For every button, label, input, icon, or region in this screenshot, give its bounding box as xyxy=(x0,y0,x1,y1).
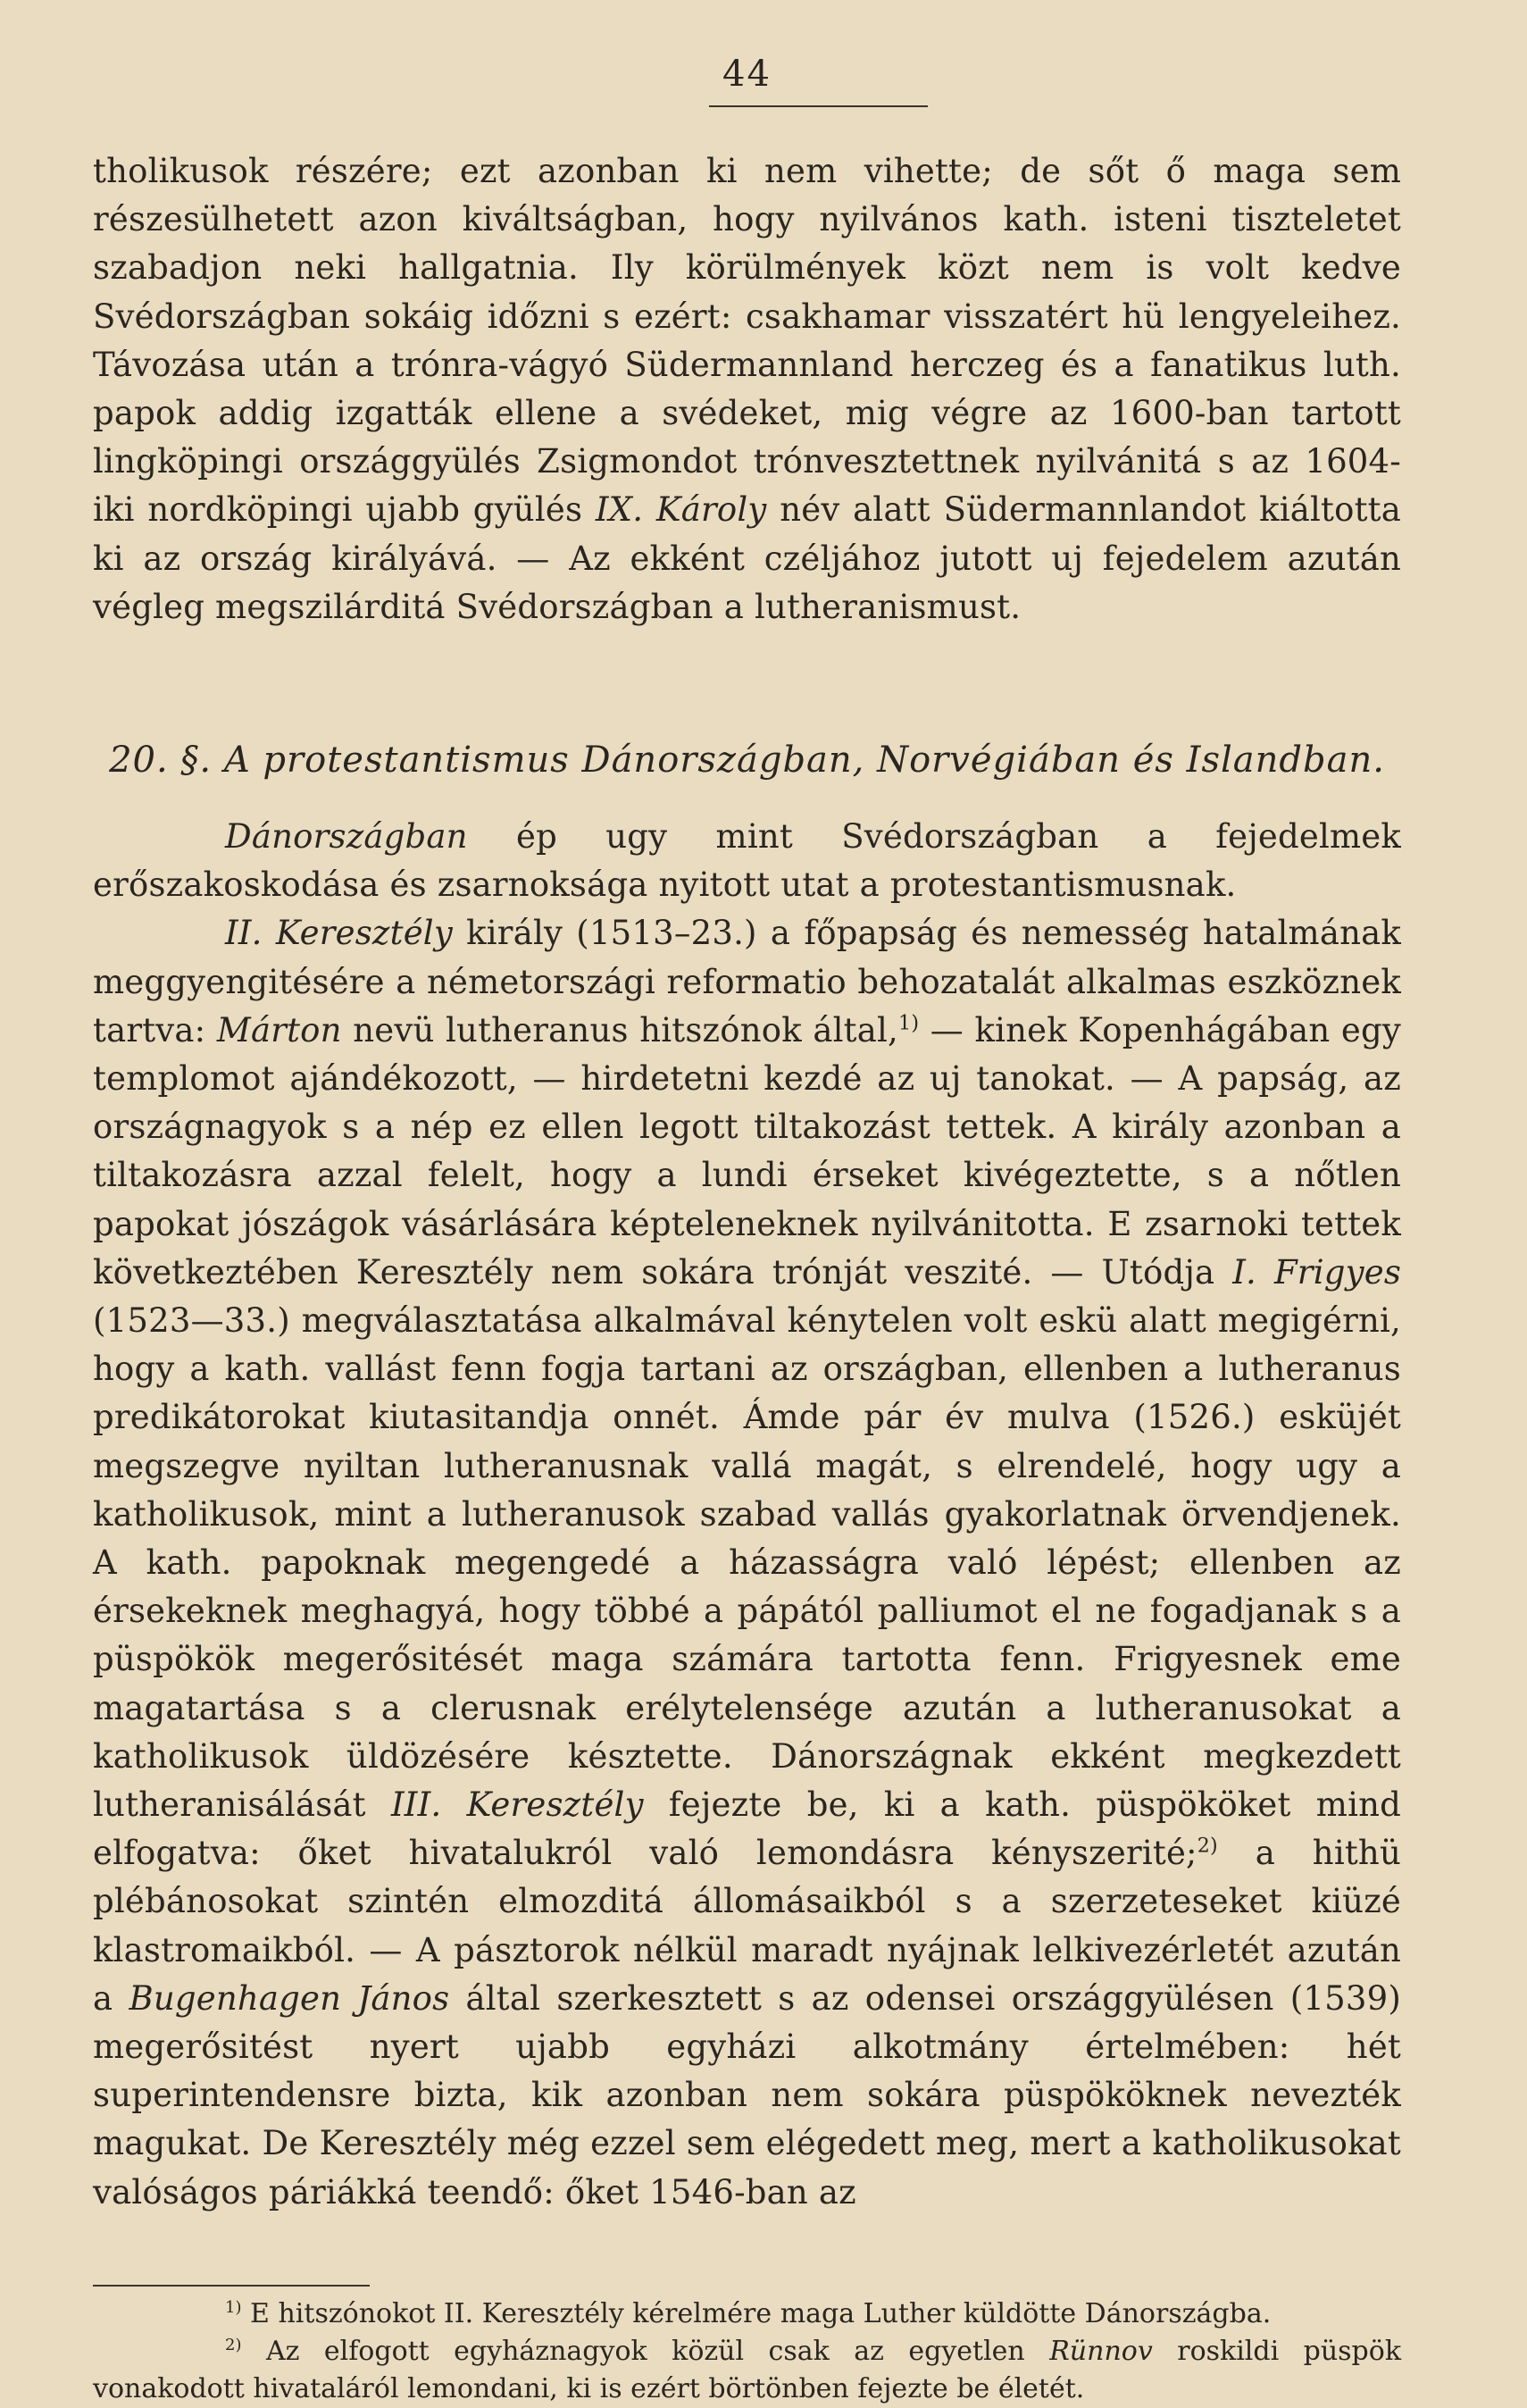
roman-numeral-iii: III. xyxy=(390,1785,442,1825)
paragraph-continuation xyxy=(93,147,1401,631)
lead-word: Dánországban xyxy=(225,817,468,856)
footnote-2 xyxy=(93,2333,1401,2408)
name-frigyes: Frigyes xyxy=(1273,1252,1402,1292)
book-page xyxy=(93,45,1402,2404)
roman-numeral-ii: II. xyxy=(225,914,263,953)
name-keresztely-iii: Keresztély xyxy=(466,1785,644,1825)
name-bugenhagen: Bugenhagen János xyxy=(129,1978,450,2018)
paragraph-1-text: tholikusok részére; ezt azonban ki nem vihette; de sőt ő maga sem részesülhetett azon kiváltságban, hogy nyilvános kath. isteni tiszteletet szabadjon neki hallgatnia. Ily körülmények közt nem is volt kedve Svédországban sokáig időzni s ezért: csakhamar visszatért hü lengyeleihez. Távozása után a trónra-vágyó Südermannland herczeg és a fanatikus luth. papok addig izgatták ellene a svédeket, mig végre az 1600-ban tartott lingköpingi országgyülés Zsigmondot trónvesztettnek nyilvánitá s az 1604-iki nordköpingi ujabb gyülés xyxy=(93,152,1401,530)
footnote-2-mark: 2) xyxy=(225,2336,242,2354)
paragraph-3-part-g: által szerkesztett s az odensei országgyülésen (1539) megerősitést nyert ujabb egyházi alkotmány értelmében: hét superintendensre bizta, kik azonban nem sokára püspököknek nevezték magukat. De Keresztély még ezzel sem elégedett meg, mert a katholikusokat valóságos páriákká teendő: őket 1546-ban az xyxy=(93,1978,1401,2212)
paragraph-3-part-d: (1523—33.) megválasztatása alkalmával kénytelen volt eskü alatt megigérni, hogy a kath. vallást fenn fogja tartani az országban, ellenben a lutheranus predikátorokat kiutasitandja onnét. Ámde pár év mulva (1526.) esküjét megszegve nyiltan lutheranusnak vallá magát, s elrendelé, hogy ugy a katholikusok, mint a lutheranusok szabad vallás gyakorlatnak örvendjenek. A kath. papoknak megengedé a házasságra való lépést; ellenben az érsekeknek meghagyá, hogy többé a pápától palliumot el ne fogadjanak s a püspökök megerősitését maga számára tartotta fenn. Frigyesnek eme magatartása s a clerusnak erélytelensége azután a lutheranusokat a katholikusok üldözésére késztette. Dánországnak ekként megkezdett lutheranisálását xyxy=(93,1301,1401,1825)
footnote-1-text: E hitszónokot II. Keresztély kérelmére maga Luther küldötte Dánországba. xyxy=(250,2298,1272,2329)
footnote-1 xyxy=(93,2295,1401,2333)
paragraph-3-part-a: király (1513–23.) a főpapság és nemesség hatalmának meggyengitésére a németországi reformatio behozatalát alkalmas eszköznek tartva: xyxy=(93,914,1401,1049)
paragraph-3 xyxy=(93,909,1401,2216)
name-keresztely: Keresztély xyxy=(275,914,453,953)
paragraph-2 xyxy=(93,813,1401,909)
section-heading: 20. §. A protestantismus Dánországban, Norvégiában és Islandban. xyxy=(109,740,1385,781)
name-karoly: Károly xyxy=(655,490,767,530)
paragraph-3-part-c: — kinek Kopenhágában egy templomot ajándékozott, — hirdetetni kezdé az uj tanokat. — A papság, az országnagyok s a nép ez ellen legott tiltakozást tettek. A király azonban a tiltakozásra azzal felelt, hogy a lundi érseket kivégeztette, s a nőtlen papokat jószágok vásárlására képteleneknek nyilvánitotta. E zsarnoki tettek következtében Keresztély nem sokára trónját veszité. — Utódja xyxy=(93,1010,1401,1292)
paragraph-3-part-e: fejezte be, ki a kath. püspököket mind elfogatva: őket hivatalukról való lemondásra kényszerité; xyxy=(93,1785,1402,1873)
footnote-ref-2[interactable]: 2) xyxy=(1197,1834,1218,1858)
paragraph-1 xyxy=(93,147,1401,631)
footnote-1-mark: 1) xyxy=(225,2298,242,2317)
roman-numeral: IX. xyxy=(595,490,644,530)
page-number: 44 xyxy=(722,54,772,95)
footnote-2-text-b: roskildi püspök vonakodott hivataláról lemondani, ki is ezért börtönben fejezte be életét. xyxy=(93,2336,1402,2404)
paragraph-3-part-b: nevü lutheranus hitszónok által, xyxy=(353,1010,898,1049)
header-rule xyxy=(709,105,928,107)
footnote-ref-1[interactable]: 1) xyxy=(898,1011,920,1035)
name-runnov: Rünnov xyxy=(1049,2336,1153,2367)
paragraph-3-part-f: a hithü plébánosokat szintén elmozditá állomásaikból s a szerzeteseket kiüzé klastromaikból. — A pásztorok nélkül maradt nyájnak lelkivezérletét azután a xyxy=(93,1834,1401,2018)
roman-numeral-i: I. xyxy=(1232,1252,1256,1292)
footnotes xyxy=(93,2295,1401,2408)
name-marton: Márton xyxy=(216,1010,342,1049)
footnote-2-text-a: Az elfogott egyháznagyok közül csak az egyetlen xyxy=(265,2336,1025,2367)
footnote-rule xyxy=(93,2285,370,2287)
section-body xyxy=(93,813,1401,2217)
paragraph-1-tail: név alatt Südermannlandot kiáltotta ki az ország királyává. — Az ekként czéljához jutott uj fejedelem azután végleg megszilárditá Svédországban a lutheranismust. xyxy=(93,490,1401,626)
paragraph-2-text: ép ugy mint Svédországban a fejedelmek erőszakoskodása és zsarnoksága nyitott utat a protestantismusnak. xyxy=(93,817,1402,905)
